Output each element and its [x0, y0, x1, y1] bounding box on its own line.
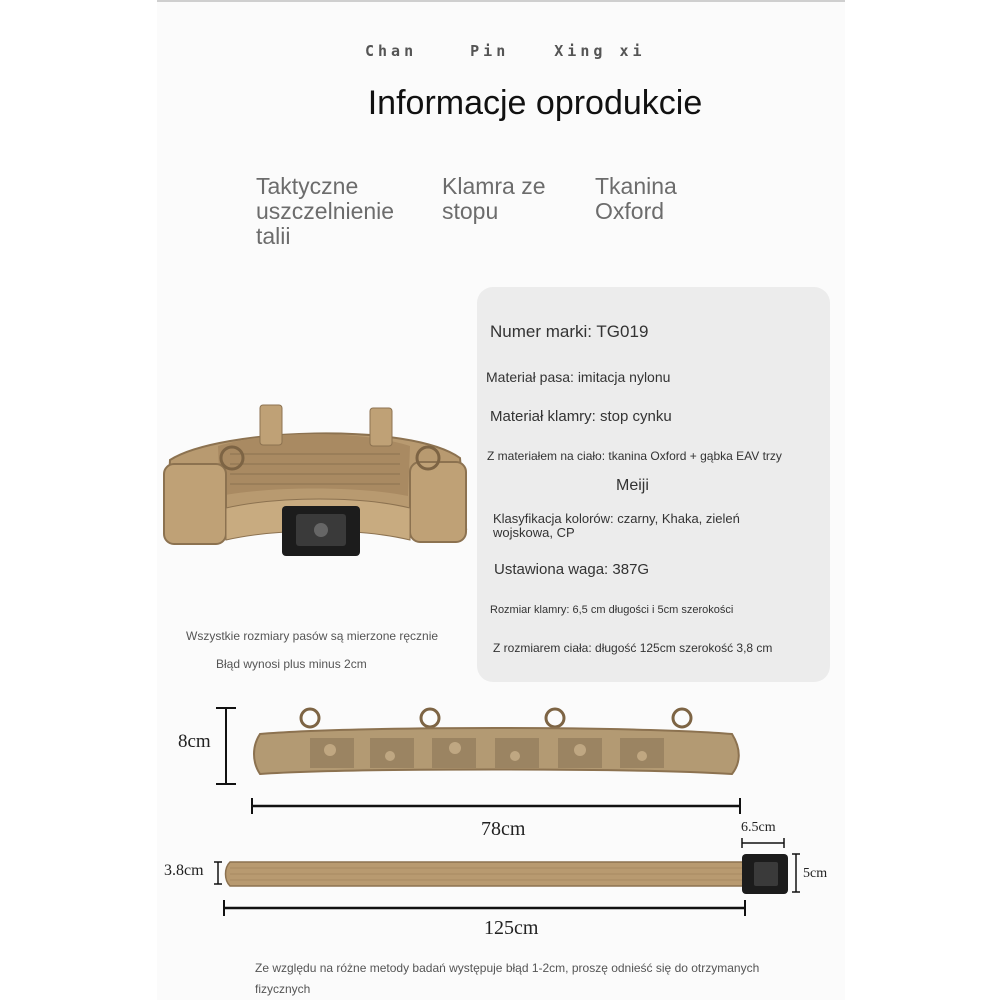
footer-note: Ze względu na różne metody badań występuje błąd 1-2cm, proszę odnieść się do otrzymanych fizycznych	[255, 961, 760, 996]
feature-oxford-fabric: Tkanina Oxford	[595, 173, 677, 224]
strap-length-marker	[222, 898, 748, 918]
pad-length-marker	[250, 796, 744, 816]
pad-height-marker	[214, 706, 238, 786]
pinyin-word: Chan	[365, 42, 418, 60]
spec-buckle-size: Rozmiar klamry: 6,5 cm długości i 5cm szerokości	[490, 604, 734, 616]
top-divider	[157, 0, 845, 2]
spec-belt-material: Materiał pasa: imitacja nylonu	[486, 369, 671, 385]
dim-pad-length: 78cm	[481, 818, 526, 840]
spec-body-material: Z materiałem na ciało: tkanina Oxford + gąbka EAV trzy	[487, 449, 782, 463]
feature-waist-seal: Taktyczne uszczelnienie talii	[256, 173, 395, 249]
spec-card	[477, 287, 830, 682]
feature-alloy-buckle: Klamra ze stopu	[442, 173, 546, 224]
belt-product-image	[160, 400, 470, 580]
buckle-width-marker	[790, 852, 802, 894]
spec-weight: Ustawiona waga: 387G	[494, 561, 650, 578]
spec-buckle-material: Materiał klamry: stop cynku	[490, 408, 672, 425]
dim-buckle-length: 6.5cm	[741, 820, 776, 835]
pinyin-word: Pin	[470, 42, 510, 60]
strap-image	[224, 852, 798, 896]
buckle-length-marker	[740, 836, 786, 850]
spec-body-material-cont: Meiji	[616, 477, 649, 494]
padded-belt-image	[250, 706, 742, 782]
spec-colors: Klasyfikacja kolorów: czarny, Khaka, zieleń wojskowa, CP	[493, 511, 740, 540]
pinyin-word: Xing	[554, 42, 607, 60]
dim-strap-length: 125cm	[484, 917, 539, 939]
note-measured: Wszystkie rozmiary pasów są mierzone ręcznie	[186, 629, 439, 643]
pinyin-heading	[365, 42, 646, 60]
dim-strap-width: 3.8cm	[164, 862, 204, 879]
note-error: Błąd wynosi plus minus 2cm	[216, 657, 367, 671]
spec-body-size: Z rozmiarem ciała: długość 125cm szerokość 3,8 cm	[493, 641, 773, 655]
pinyin-word: xi	[619, 42, 646, 60]
dim-buckle-width: 5cm	[803, 866, 828, 881]
spec-brand-number: Numer marki: TG019	[490, 322, 649, 341]
strap-width-marker	[212, 860, 224, 886]
dim-pad-height: 8cm	[178, 731, 211, 752]
page-title: Informacje oprodukcie	[367, 84, 703, 122]
